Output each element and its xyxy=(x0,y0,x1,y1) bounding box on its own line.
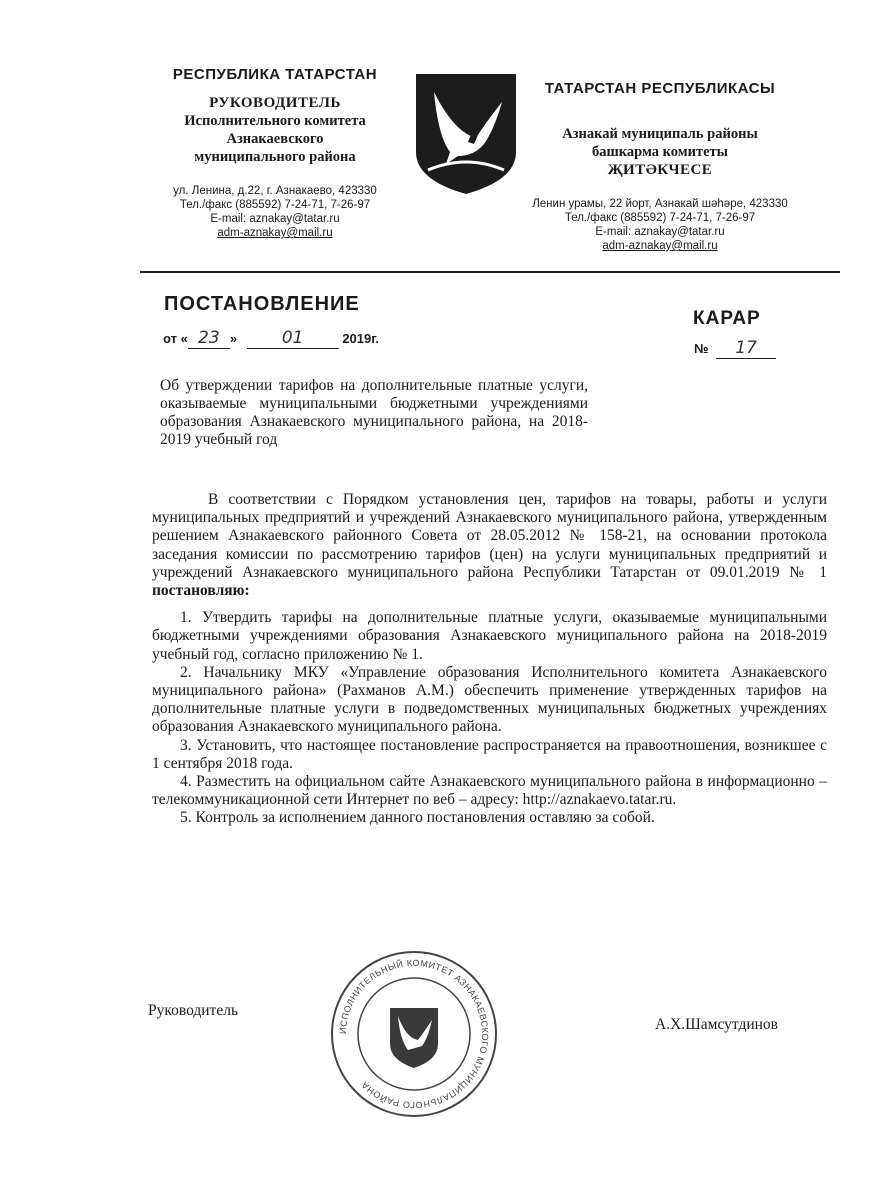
list-item: 1. Утвердить тарифы на дополнительные платные услуги, оказываемые муниципальными бюджетными учреждениями образования Азнакаевского муниципального района на 2018-2019 учебный год, согласно приложению № 1. xyxy=(152,609,827,663)
date-month: 01 xyxy=(281,328,304,348)
signer-title: Руководитель xyxy=(148,1002,239,1019)
position-ru: РУКОВОДИТЕЛЬ xyxy=(209,95,341,111)
org-line-2: Азнакаевского xyxy=(226,131,324,147)
doc-title-tt: КАРАР xyxy=(693,308,761,329)
date-month-field xyxy=(247,328,339,349)
email-tt: E-mail: aznakay@tatar.ru xyxy=(595,226,725,238)
number-value: 17 xyxy=(735,338,757,358)
body xyxy=(152,491,827,828)
preamble-bold: постановляю: xyxy=(152,582,250,600)
doc-number xyxy=(694,338,776,359)
org-line-1: Исполнительного комитета xyxy=(184,113,366,129)
date-year: 2019г. xyxy=(342,331,379,346)
address-tt xyxy=(510,197,810,253)
header-left xyxy=(130,66,420,240)
street-address-tt: Ленин урамы, 22 йорт, Азнакай шәһәре, 423330 xyxy=(532,198,788,210)
email-2: adm-aznakay@mail.ru xyxy=(217,227,333,239)
doc-title: ПОСТАНОВЛЕНИЕ xyxy=(164,293,360,315)
header-divider xyxy=(140,271,840,273)
address-ru xyxy=(130,184,420,240)
date-prefix: от « xyxy=(163,331,188,346)
position-tt: ҖИТӘКЧЕСЕ xyxy=(607,162,713,178)
email-2-tt: adm-aznakay@mail.ru xyxy=(602,240,718,252)
preamble-text: В соответствии с Порядком установления цен, тарифов на товары, работы и услуги муниципальных предприятий и учреждений Азнакаевского муниципального района, утвержденным решением Азнакаевского районного Совета от 28.05.2012 № 158-21, на основании протокола заседания комиссии по рассмотрению тарифов (цен) на услуги муниципальных предприятий и учреждений Азнакаевского муниципального района Республики Татарстан от 09.01.2019 № 1 xyxy=(152,491,827,581)
list-item: 5. Контроль за исполнением данного постановления оставляю за собой. xyxy=(180,809,655,827)
list-item: 2. Начальнику МКУ «Управление образования Исполнительного комитета Азнакаевского муниципального района» (Рахманов А.М.) обеспечить применение утвержденных тарифов на дополнительные платные услуги в подведомственных муниципальных бюджетных учреждениях образования Азнакаевского муниципального района. xyxy=(152,663,827,736)
org-tt-line-1: Азнакай муниципаль районы xyxy=(562,126,758,142)
republic-ru: РЕСПУБЛИКА ТАТАРСТАН xyxy=(172,66,378,83)
preamble xyxy=(152,491,827,600)
header-right xyxy=(510,80,810,253)
coat-of-arms-icon xyxy=(414,72,518,196)
list-item: 3. Установить, что настоящее постановление распространяется на правоотношения, возникшее с 1 сентября 2018 года. xyxy=(152,736,827,772)
number-prefix: № xyxy=(694,341,709,356)
republic-tt: ТАТАРСТАН РЕСПУБЛИКАСЫ xyxy=(544,80,776,97)
list-item: 4. Разместить на официальном сайте Азнакаевского муниципального района в информационно – телекоммуникационной сети Интернет по веб – адресу: http://aznakaevo.tatar.ru. xyxy=(152,773,827,809)
date-day: 23 xyxy=(198,328,220,348)
date-day-field xyxy=(188,328,230,349)
doc-date xyxy=(163,328,379,349)
seal-text: ИСПОЛНИТЕЛЬНЫЙ КОМИТЕТ АЗНАКАЕВСКОГО МУНИЦИПАЛЬНОГО РАЙОНА xyxy=(337,957,491,1111)
subject: Об утверждении тарифов на дополнительные платные услуги, оказываемые муниципальными бюджетными учреждениями образования Азнакаевского муниципального района, на 2018-2019 учебный год xyxy=(160,377,588,448)
street-address: ул. Ленина, д.22, г. Азнакаево, 423330 xyxy=(173,185,377,197)
phone: Тел./факс (885592) 7-24-71, 7-26-97 xyxy=(179,199,371,211)
email: E-mail: aznakay@tatar.ru xyxy=(210,213,340,225)
org-tt-line-2: башкарма комитеты xyxy=(592,144,728,160)
signer-name: А.Х.Шамсутдинов xyxy=(655,1016,779,1033)
seal-stamp-icon xyxy=(328,948,500,1120)
date-mid: » xyxy=(229,331,238,346)
phone-tt: Тел./факс (885592) 7-24-71, 7-26-97 xyxy=(564,212,756,224)
org-line-3: муниципального района xyxy=(194,149,356,165)
number-field xyxy=(716,338,776,359)
